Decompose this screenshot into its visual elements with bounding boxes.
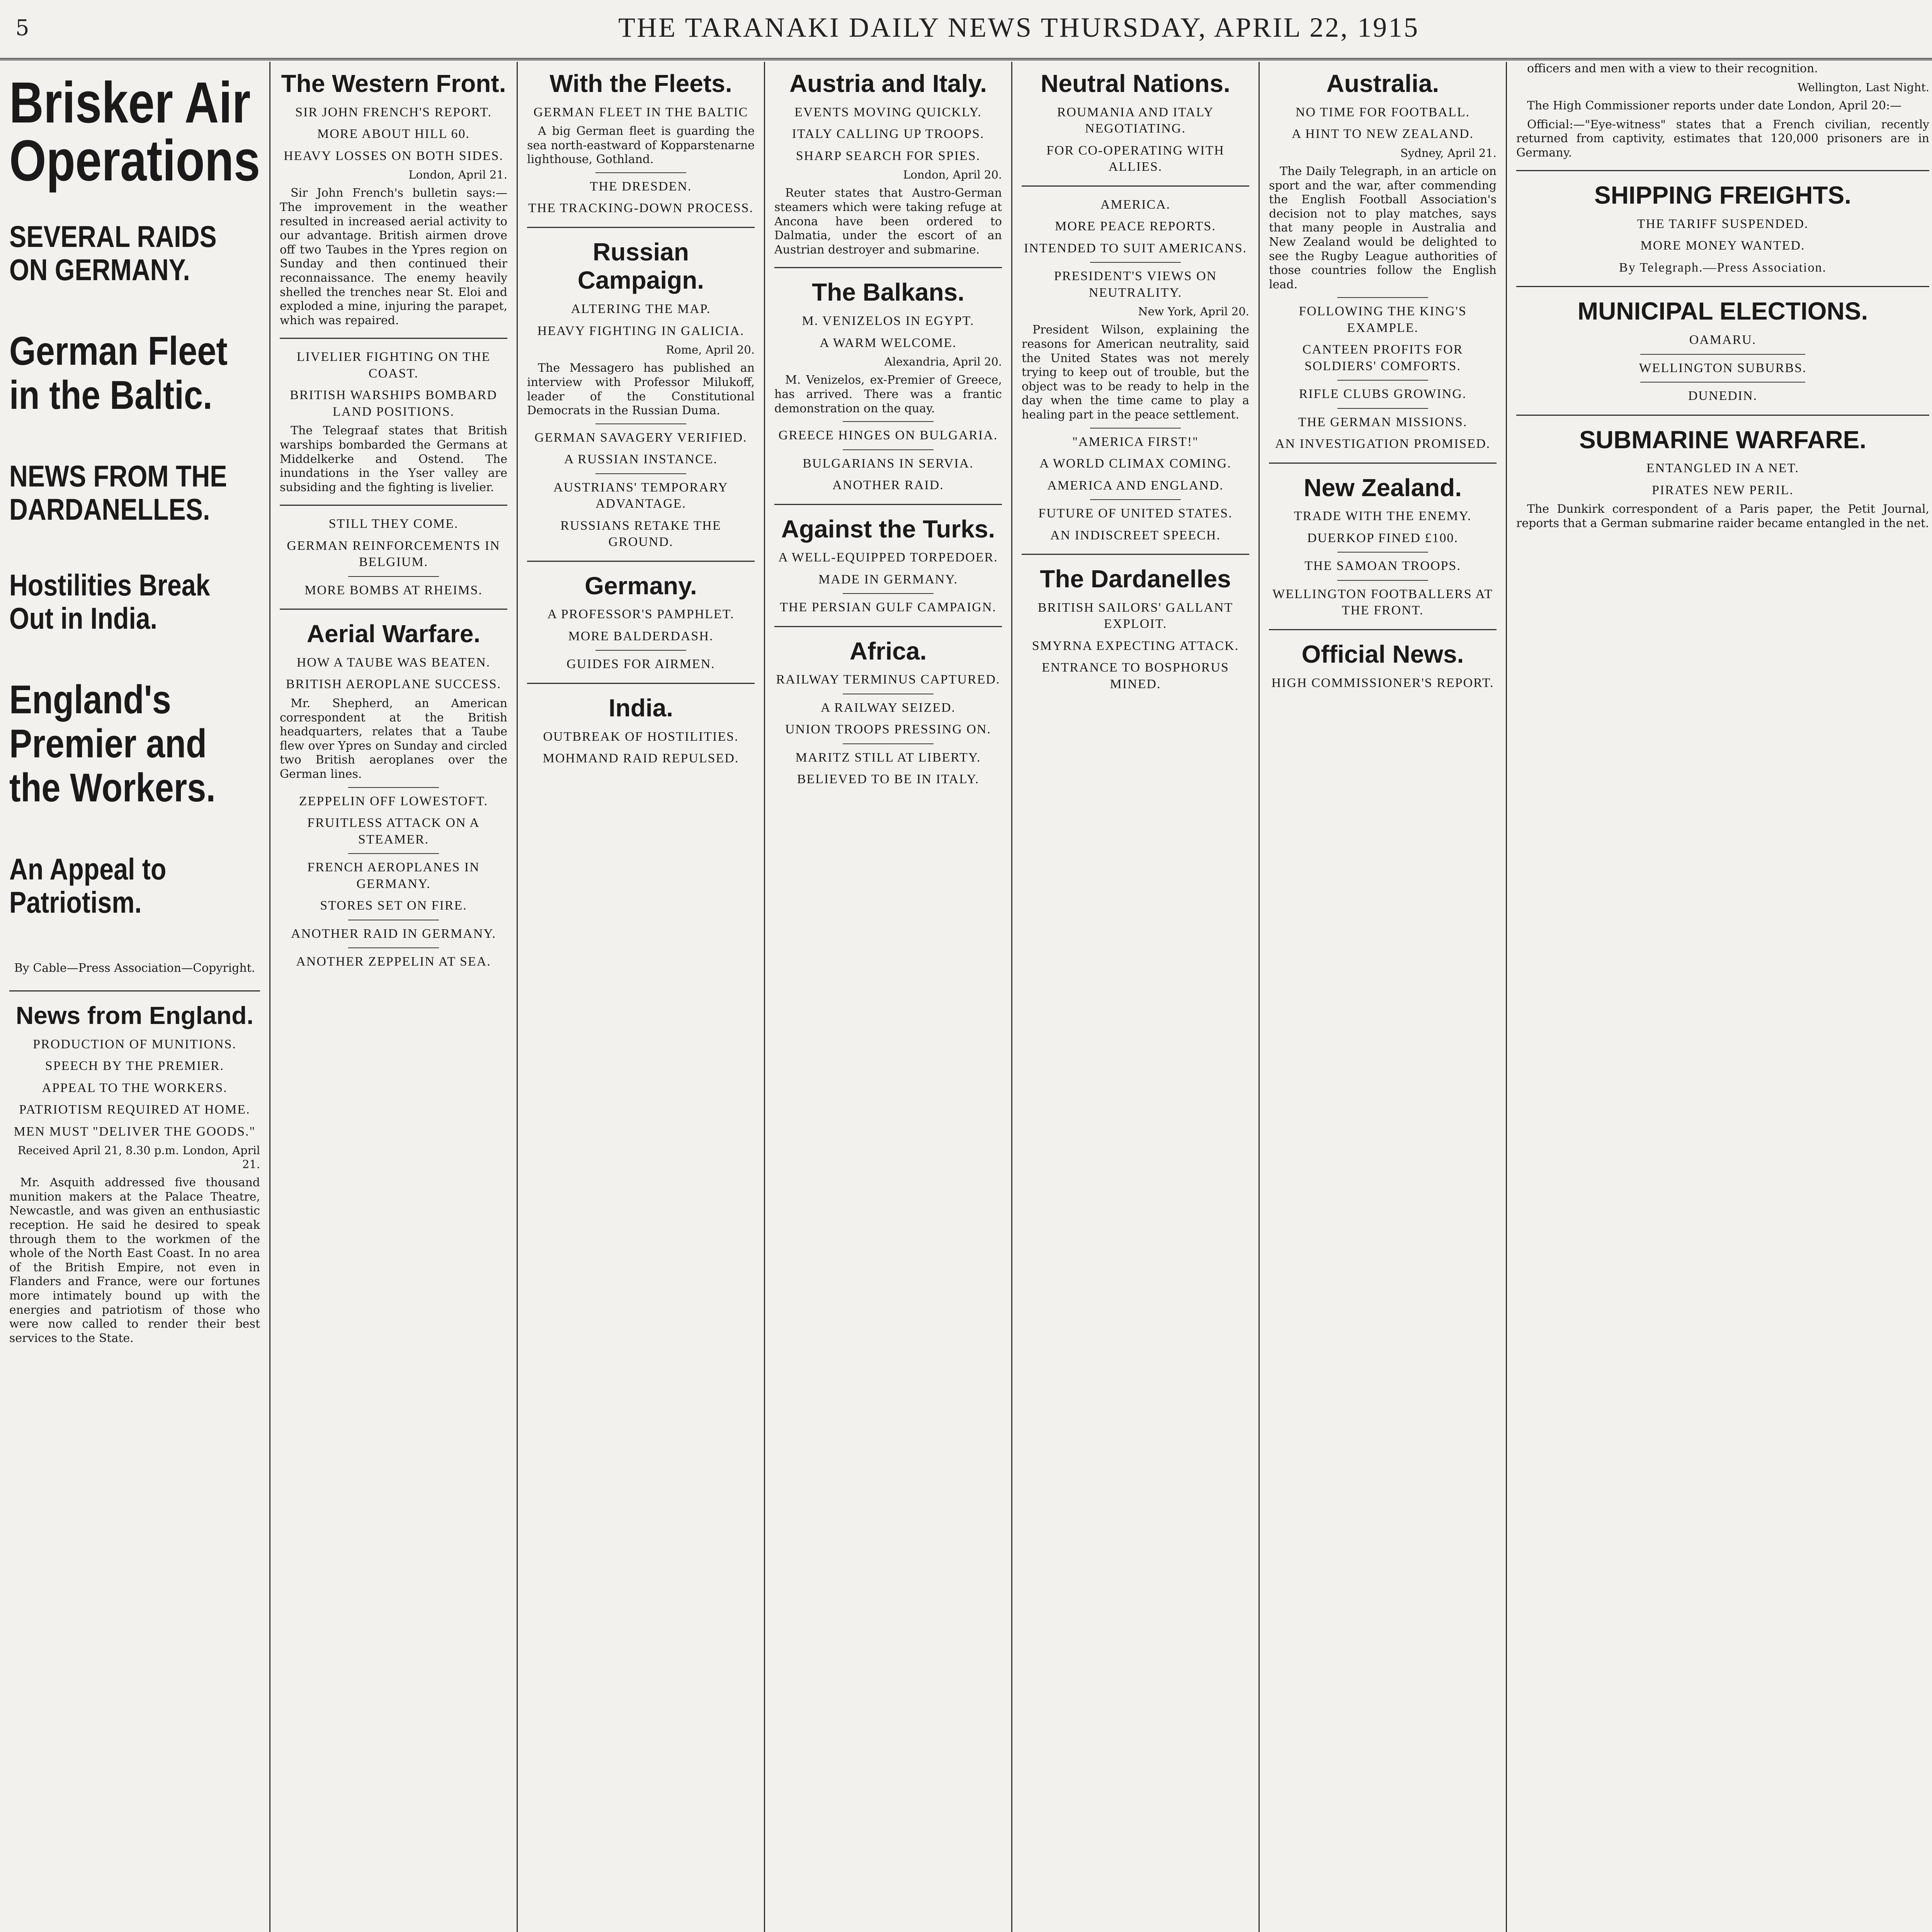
divider — [280, 505, 507, 506]
article-paragraph: The Dunkirk correspondent of a Paris paper, the Petit Journal, reports that a German submarine raider became entangled in the net. — [1516, 502, 1929, 530]
article-paragraph: Sir John French's bulletin says:—The improvement in the weather resulted in increased aerial activity to our advantage. British airmen drove off two Taubes in the Ypres region on Sunday and then continued their reconnaissance. The enemy heavily shelled the trenches near St. Eloi and exploded a mine, injuring the parapet, which was repaired. — [280, 186, 507, 327]
subheading: BRITISH WARSHIPS BOMBARD LAND POSITIONS. — [290, 388, 497, 419]
section-heading: The Western Front. — [281, 70, 506, 97]
divider — [527, 683, 755, 684]
section-heading: Australia. — [1326, 70, 1439, 97]
deck-india: Hostilities Break Out in India. — [9, 568, 210, 635]
subheading: MOHMAND RAID REPULSED. — [543, 751, 739, 765]
divider — [1090, 428, 1181, 429]
subheading: ENTRANCE TO BOSPHORUS MINED. — [1042, 660, 1229, 691]
main-headline: Brisker Air Operations — [9, 70, 260, 193]
subheading: LIVELIER FIGHTING ON THE COAST. — [296, 350, 491, 381]
section-heading: New Zealand. — [1304, 473, 1462, 502]
subheading: A PROFESSOR'S PAMPHLET. — [547, 607, 735, 622]
subheading: OUTBREAK OF HOSTILITIES. — [543, 729, 739, 744]
subheading: ANOTHER RAID. — [832, 478, 944, 493]
subheading: HEAVY FIGHTING IN GALICIA. — [537, 323, 745, 338]
divider — [1516, 415, 1929, 416]
section-heading: With the Fleets. — [549, 70, 732, 97]
subheading: AN INVESTIGATION PROMISED. — [1275, 437, 1491, 451]
article-paragraph: Reuter states that Austro-German steamers which were taking refuge at Ancona have been ordered to Dalmatia, under the escort of an Austrian destroyer and submarine. — [774, 186, 1002, 257]
divider — [774, 267, 1002, 268]
divider — [1337, 580, 1429, 581]
article-paragraph: The Messagero has published an interview with Professor Milukoff, leader of the Constitutional Democrats in the Russian Duma. — [527, 361, 755, 418]
subheading: "AMERICA FIRST!" — [1072, 434, 1199, 449]
section-heading: Neutral Nations. — [1041, 70, 1230, 97]
subheading: EVENTS MOVING QUICKLY. — [794, 105, 982, 119]
subheading: THE TARIFF SUSPENDED. — [1637, 216, 1809, 231]
deck-baltic: German Fleet in the Baltic. — [9, 328, 228, 418]
divider — [348, 853, 439, 854]
divider — [774, 626, 1002, 627]
subheading: NO TIME FOR FOOTBALL. — [1295, 105, 1470, 119]
subheading: By Telegraph.—Press Association. — [1619, 260, 1827, 275]
article-paragraph: officers and men with a view to their recognition. — [1527, 62, 1818, 75]
subheading: AMERICA. — [1100, 197, 1171, 212]
article-paragraph: The Telegraaf states that British warships bombarded the Germans at Middelkerke and Ostend. The inundations in the Yser valley are subsiding and the fighting is livelier. — [280, 424, 507, 494]
subheading: AUSTRIANS' TEMPORARY ADVANTAGE. — [553, 480, 728, 511]
subheading: A RUSSIAN INSTANCE. — [564, 452, 718, 467]
divider — [348, 576, 439, 577]
section-heading: Germany. — [585, 571, 697, 600]
section-heading: Official News. — [1301, 640, 1464, 668]
subheading: CANTEEN PROFITS FOR SOLDIERS' COMFORTS. — [1302, 342, 1463, 373]
subheading: ALTERING THE MAP. — [571, 302, 711, 316]
subheading: APPEAL TO THE WORKERS. — [42, 1080, 228, 1095]
subheading: GREECE HINGES ON BULGARIA. — [778, 428, 998, 443]
subheading: ITALY CALLING UP TROOPS. — [792, 127, 985, 141]
dateline: Sydney, April 21. — [1400, 146, 1497, 160]
divider — [527, 561, 755, 562]
subheading: SMYRNA EXPECTING ATTACK. — [1032, 638, 1239, 653]
article-paragraph: M. Venizelos, ex-Premier of Greece, has arrived. There was a frantic demonstration on the quay. — [774, 373, 1002, 415]
subheading: A WARM WELCOME. — [820, 335, 957, 350]
divider — [1337, 408, 1429, 409]
deck-patriotism: An Appeal to Patriotism. — [9, 852, 167, 919]
divider — [9, 990, 260, 992]
dateline: New York, April 20. — [1138, 305, 1249, 318]
subheading: TRADE WITH THE ENEMY. — [1294, 509, 1472, 524]
divider — [348, 947, 439, 948]
article-paragraph: Official:—"Eye-witness" states that a French civilian, recently returned from captivity, estimates that 120,000 prisoners are in Germany. — [1516, 117, 1929, 160]
divider — [843, 593, 934, 594]
dateline: Received April 21, 8.30 p.m. London, April 21. — [17, 1144, 260, 1171]
divider — [1269, 463, 1497, 464]
subheading: ANOTHER RAID IN GERMANY. — [291, 926, 496, 941]
article-paragraph: A big German fleet is guarding the sea north-eastward of Kopparstenarne lighthouse, Gothland. — [527, 124, 755, 167]
column-fleets — [518, 62, 765, 1932]
subheading: STILL THEY COME. — [328, 517, 459, 531]
divider — [348, 787, 439, 788]
divider — [595, 172, 687, 173]
subheading: THE DRESDEN. — [590, 179, 692, 194]
article-paragraph: Mr. Asquith addressed five thousand munition makers at the Palace Theatre, Newcastle, and was given an enthusiastic reception. He said he desired to speak through them to the workmen of the whole of the North East Coast. In no area of the British Empire, not even in Flanders and France, were our fortunes more intimately bound up with the energies and patriotism of those who were now called to render their best services to the State. — [9, 1176, 260, 1345]
subheading: PATRIOTISM REQUIRED AT HOME. — [19, 1102, 250, 1117]
subheading: THE PERSIAN GULF CAMPAIGN. — [780, 600, 997, 615]
section-heading: SUBMARINE WARFARE. — [1579, 425, 1867, 454]
subheading: GUIDES FOR AIRMEN. — [566, 657, 715, 672]
subheading: A RAILWAY SEIZED. — [820, 700, 956, 715]
subheading: THE GERMAN MISSIONS. — [1298, 415, 1468, 429]
subheading: MORE MONEY WANTED. — [1640, 238, 1805, 253]
subheading: SIR JOHN FRENCH'S REPORT. — [295, 105, 492, 119]
section-heading: Aerial Warfare. — [306, 620, 481, 648]
divider — [280, 338, 507, 339]
subheading: MARITZ STILL AT LIBERTY. — [795, 750, 981, 765]
subheading: BELIEVED TO BE IN ITALY. — [797, 772, 980, 787]
article-paragraph: The Daily Telegraph, in an article on sport and the war, after commending the English Football Association's decision not to play matches, says that many people in Australia and New Zealand would be delighted to see the Rugby League authorities of those countries follow the English lead. — [1269, 164, 1497, 291]
dateline: Rome, April 20. — [666, 343, 755, 357]
page-number: 5 — [15, 15, 29, 41]
divider — [1516, 286, 1929, 287]
column-austria-italy — [765, 62, 1012, 1932]
deck-dardanelles: NEWS FROM THE DARDANELLES. — [9, 459, 227, 527]
divider — [1090, 499, 1181, 500]
subheading: SPEECH BY THE PREMIER. — [45, 1059, 224, 1073]
subheading: M. VENIZELOS IN EGYPT. — [802, 314, 975, 328]
column-lead — [0, 62, 270, 1932]
section-heading: Russian Campaign. — [577, 238, 704, 294]
subheading: GERMAN REINFORCEMENTS IN BELGIUM. — [287, 538, 500, 570]
subheading: HIGH COMMISSIONER'S REPORT. — [1271, 675, 1494, 690]
article-paragraph: President Wilson, explaining the reasons for American neutrality, said the United States was not merely trying to keep out of trouble, but the object was to be ready to help in the day when the time came to play a healing part in the peace settlement. — [1022, 323, 1249, 422]
subheading: AN INDISCREET SPEECH. — [1050, 528, 1221, 543]
subheading: BRITISH SAILORS' GALLANT EXPLOIT. — [1037, 600, 1233, 631]
section-heading: The Balkans. — [812, 278, 964, 306]
subheading: GERMAN FLEET IN THE BALTIC — [533, 105, 748, 119]
subheading: RUSSIANS RETAKE THE GROUND. — [560, 518, 721, 549]
subheading: AMERICA AND ENGLAND. — [1047, 478, 1224, 493]
subheading: A WORLD CLIMAX COMING. — [1039, 456, 1231, 471]
section-heading: SHIPPING FREIGHTS. — [1594, 181, 1851, 209]
subheading: DUNEDIN. — [1688, 389, 1758, 403]
column-neutral-nations — [1012, 62, 1260, 1932]
masthead — [0, 0, 1932, 60]
subheading: GERMAN SAVAGERY VERIFIED. — [534, 430, 747, 445]
divider — [1269, 629, 1497, 630]
divider — [1337, 552, 1429, 553]
subheading: PRESIDENT'S VIEWS ON NEUTRALITY. — [1054, 269, 1217, 300]
dateline: London, April 21. — [408, 168, 507, 182]
subheading: A HINT TO NEW ZEALAND. — [1291, 127, 1474, 141]
divider — [1640, 354, 1806, 355]
subheading: UNION TROOPS PRESSING ON. — [785, 722, 991, 737]
section-heading: News from England. — [15, 1002, 254, 1030]
newspaper-title: THE TARANAKI DAILY NEWS THURSDAY, APRIL 22, 1915 — [618, 12, 1420, 43]
dateline: Alexandria, April 20. — [884, 355, 1002, 369]
subheading: RAILWAY TERMINUS CAPTURED. — [776, 672, 1000, 687]
divider — [1337, 297, 1429, 298]
subheading: MORE BALDERDASH. — [568, 629, 714, 643]
subheading: BRITISH AEROPLANE SUCCESS. — [286, 677, 502, 692]
subheading: MORE BOMBS AT RHEIMS. — [304, 583, 483, 597]
deck-premier: England's Premier and the Workers. — [9, 677, 216, 811]
subheading: ZEPPELIN OFF LOWESTOFT. — [299, 794, 488, 808]
subheading: SHARP SEARCH FOR SPIES. — [796, 148, 981, 163]
subheading: FUTURE OF UNITED STATES. — [1038, 506, 1233, 521]
article-paragraph: The High Commissioner reports under date London, April 20:— — [1527, 99, 1902, 112]
subheading: ENTANGLED IN A NET. — [1646, 461, 1799, 476]
subheading: OAMARU. — [1689, 333, 1757, 347]
dateline: Wellington, Last Night. — [1798, 80, 1929, 94]
subheading: PRODUCTION OF MUNITIONS. — [33, 1037, 236, 1051]
subheading: WELLINGTON FOOTBALLERS AT THE FRONT. — [1272, 587, 1493, 618]
section-heading: Against the Turks. — [781, 515, 995, 543]
cable-credit: By Cable—Press Association—Copyright. — [14, 961, 255, 975]
divider — [1640, 382, 1806, 383]
subheading: DUERKOP FINED £100. — [1307, 531, 1458, 545]
subheading: STORES SET ON FIRE. — [320, 898, 467, 913]
subheading: WELLINGTON SUBURBS. — [1639, 361, 1807, 375]
section-heading: India. — [608, 694, 673, 722]
divider — [595, 473, 687, 474]
subheading: HOW A TAUBE WAS BEATEN. — [296, 655, 491, 670]
subheading: INTENDED TO SUIT AMERICANS. — [1024, 241, 1247, 255]
subheading: THE TRACKING-DOWN PROCESS. — [528, 201, 754, 216]
subheading: ANOTHER ZEPPELIN AT SEA. — [296, 954, 491, 969]
divider — [774, 504, 1002, 505]
subheading: ROUMANIA AND ITALY NEGOTIATING. — [1057, 105, 1214, 136]
divider — [843, 421, 934, 422]
subheading: PIRATES NEW PERIL. — [1652, 483, 1794, 497]
subheading: FOLLOWING THE KING'S EXAMPLE. — [1299, 304, 1467, 335]
divider — [1090, 262, 1181, 263]
subheading: FOR CO-OPERATING WITH ALLIES. — [1046, 143, 1225, 174]
subheading: MADE IN GERMANY. — [818, 572, 958, 587]
section-heading: Africa. — [849, 637, 927, 665]
divider — [1022, 554, 1249, 555]
dateline: London, April 20. — [903, 168, 1002, 182]
subheading: BULGARIANS IN SERVIA. — [803, 456, 974, 471]
divider — [843, 743, 934, 744]
section-heading: The Dardanelles — [1040, 565, 1231, 593]
subheading: FRUITLESS ATTACK ON A STEAMER. — [307, 816, 480, 847]
column-western-front — [270, 62, 518, 1932]
column-australia — [1260, 62, 1507, 1932]
divider — [1516, 170, 1929, 171]
divider — [595, 650, 687, 651]
divider — [527, 227, 755, 228]
subheading: MORE ABOUT HILL 60. — [317, 127, 470, 141]
subheading: A WELL-EQUIPPED TORPEDOER. — [778, 550, 998, 565]
section-heading: Austria and Italy. — [789, 70, 987, 97]
divider — [843, 449, 934, 450]
subheading: MEN MUST "DELIVER THE GOODS." — [14, 1124, 256, 1139]
article-paragraph: Mr. Shepherd, an American correspondent at the British headquarters, relates that a Taube flew over Ypres on Sunday and circled two British aeroplanes over the German lines. — [280, 696, 507, 781]
deck-raids: SEVERAL RAIDS ON GERMANY. — [9, 219, 217, 287]
section-heading: MUNICIPAL ELECTIONS. — [1577, 297, 1868, 325]
divider — [1022, 185, 1249, 187]
subheading: FRENCH AEROPLANES IN GERMANY. — [307, 860, 480, 891]
subheading: THE SAMOAN TROOPS. — [1304, 559, 1461, 573]
column-shipping-municipal — [1507, 62, 1932, 1932]
divider — [595, 423, 687, 424]
subheading: RIFLE CLUBS GROWING. — [1299, 387, 1467, 401]
divider — [1337, 380, 1429, 381]
subheading: MORE PEACE REPORTS. — [1055, 219, 1216, 234]
subheading: HEAVY LOSSES ON BOTH SIDES. — [284, 148, 503, 163]
divider — [280, 609, 507, 610]
